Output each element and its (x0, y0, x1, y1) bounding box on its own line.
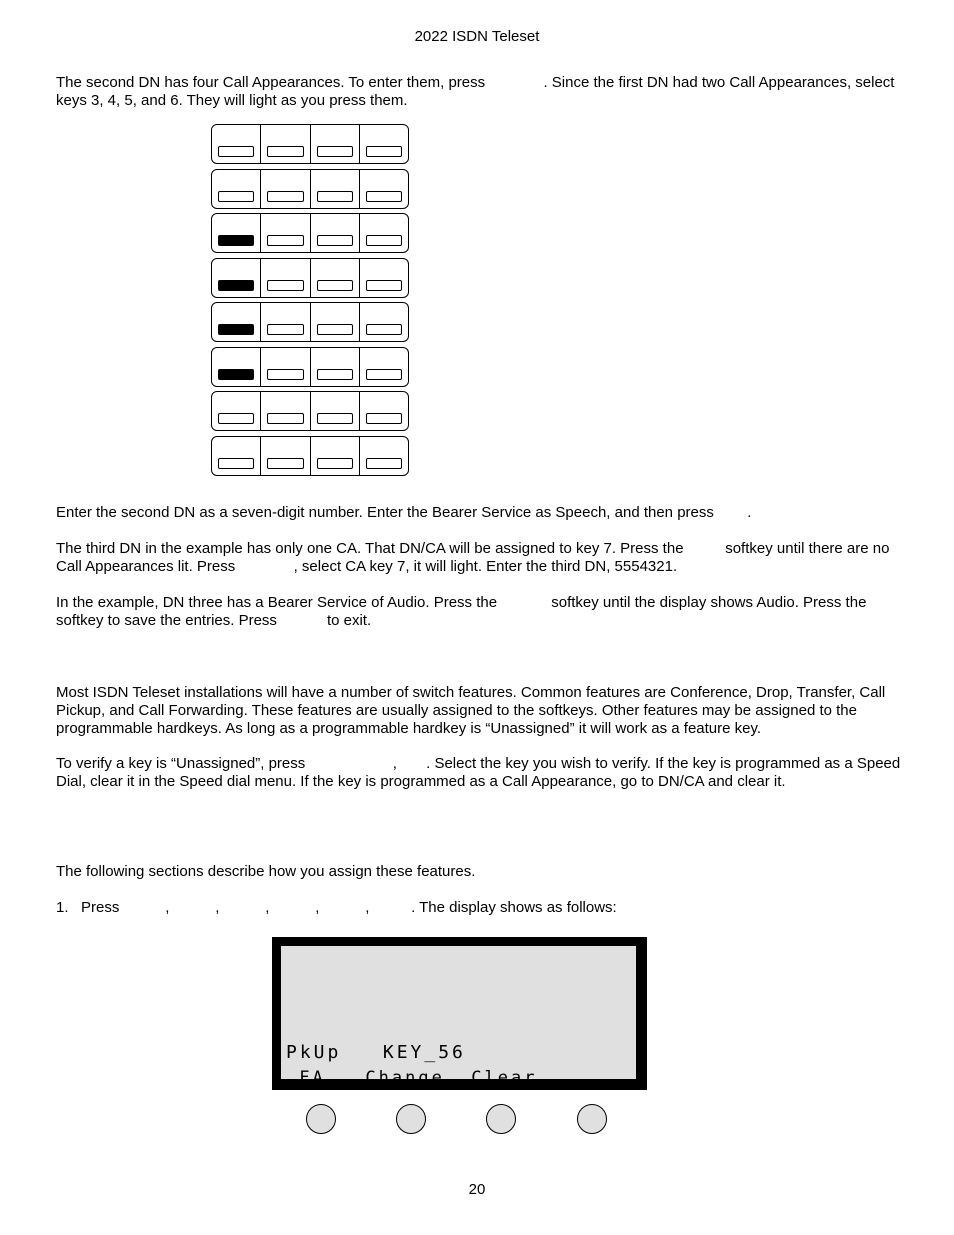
programmable-key[interactable] (261, 437, 310, 475)
key-indicator (218, 191, 254, 202)
key-indicator (267, 324, 303, 335)
key-indicator (267, 413, 303, 424)
key-indicator (317, 413, 353, 424)
key-row (211, 213, 409, 253)
key-indicator (366, 280, 402, 291)
key-indicator (366, 191, 402, 202)
softkey-1-button[interactable] (306, 1104, 336, 1134)
programmable-key-panel (211, 124, 411, 480)
key-indicator (366, 324, 402, 335)
lcd-screen (281, 946, 636, 1088)
programmable-key[interactable] (360, 259, 408, 297)
programmable-key[interactable] (261, 303, 310, 341)
programmable-key[interactable] (261, 348, 310, 386)
paragraph-verify-unassigned: To verify a key is “Unassigned”, press , . Select the key you wish to verify. If the key is programmed as a Speed Dial, clear it in the Speed dial menu. If the key is programmed as a Call Appearance, go to DN/CA and clear it. (56, 755, 905, 790)
page-number: 20 (468, 1181, 486, 1198)
programmable-key[interactable] (261, 170, 310, 208)
key-indicator (267, 235, 303, 246)
key-row (211, 124, 409, 164)
key-indicator (317, 280, 353, 291)
programmable-key[interactable] (311, 392, 360, 430)
programmable-key[interactable] (212, 303, 261, 341)
key-indicator (317, 369, 353, 380)
key-indicator (317, 191, 353, 202)
programmable-key[interactable] (360, 348, 408, 386)
programmable-key[interactable] (212, 170, 261, 208)
programmable-key[interactable] (311, 214, 360, 252)
key-row (211, 169, 409, 209)
page-header-title: 2022 ISDN Teleset (414, 28, 540, 45)
programmable-key[interactable] (261, 259, 310, 297)
paragraph-switch-features: Most ISDN Teleset installations will have a number of switch features. Common features are Conference, Drop, Transfer, Call Pickup, and Call Forwarding. These features are usually assigned to the softkeys. Other features may be assigned to the programmable hardkeys. As long as a programmable hardkey is “Unassigned” it will work as a feature key. (56, 684, 890, 737)
programmable-key[interactable] (212, 392, 261, 430)
key-indicator (366, 235, 402, 246)
programmable-key[interactable] (360, 170, 408, 208)
programmable-key[interactable] (212, 348, 261, 386)
paragraph-second-dn: Enter the second DN as a seven-digit number. Enter the Bearer Service as Speech, and then press . (56, 504, 752, 521)
programmable-key[interactable] (261, 125, 310, 163)
key-indicator (267, 369, 303, 380)
programmable-key[interactable] (261, 214, 310, 252)
key-indicator (366, 369, 402, 380)
programmable-key[interactable] (360, 437, 408, 475)
paragraph-bearer-service: In the example, DN three has a Bearer Service of Audio. Press the softkey until the display shows Audio. Press the softkey to save the entries. Press to exit. (56, 594, 913, 629)
key-indicator (218, 146, 254, 157)
softkey-2-button[interactable] (396, 1104, 426, 1134)
key-indicator (317, 324, 353, 335)
key-indicator (317, 235, 353, 246)
key-row (211, 347, 409, 387)
key-row (211, 258, 409, 298)
paragraph-following-sections: The following sections describe how you assign these features. (56, 863, 476, 880)
key-indicator (366, 458, 402, 469)
programmable-key[interactable] (360, 125, 408, 163)
programmable-key[interactable] (212, 214, 261, 252)
lcd-line-2: FA Change Clear (286, 1068, 538, 1088)
programmable-key[interactable] (311, 437, 360, 475)
softkey-4-button[interactable] (577, 1104, 607, 1134)
key-indicator (267, 146, 303, 157)
paragraph-call-appearances: The second DN has four Call Appearances. To enter them, press . Since the first DN had two Call Appearances, select keys 3, 4, 5, and 6. They will light as you press them. (56, 74, 899, 109)
softkey-3-button[interactable] (486, 1104, 516, 1134)
programmable-key[interactable] (360, 303, 408, 341)
programmable-key[interactable] (311, 259, 360, 297)
paragraph-third-dn: The third DN in the example has only one CA. That DN/CA will be assigned to key 7. Press the softkey until there are no Call Appearances lit. Press , select CA key 7, it will light. Enter the third DN, 5554321. (56, 540, 894, 575)
key-indicator-lit (218, 324, 254, 335)
key-row (211, 302, 409, 342)
programmable-key[interactable] (311, 125, 360, 163)
key-indicator (218, 413, 254, 424)
key-row (211, 436, 409, 476)
key-indicator (267, 280, 303, 291)
key-indicator-lit (218, 280, 254, 291)
lcd-line-1: PkUp KEY_56 (286, 1042, 466, 1063)
programmable-key[interactable] (212, 125, 261, 163)
programmable-key[interactable] (311, 170, 360, 208)
key-indicator (218, 458, 254, 469)
step-1-instruction: 1. Press , , , , , . The display shows as follows: (56, 899, 617, 916)
programmable-key[interactable] (212, 259, 261, 297)
key-row (211, 391, 409, 431)
programmable-key[interactable] (311, 348, 360, 386)
programmable-key[interactable] (360, 214, 408, 252)
key-indicator (267, 191, 303, 202)
programmable-key[interactable] (212, 437, 261, 475)
key-indicator (317, 146, 353, 157)
programmable-key[interactable] (261, 392, 310, 430)
key-indicator-lit (218, 235, 254, 246)
programmable-key[interactable] (311, 303, 360, 341)
key-indicator-lit (218, 369, 254, 380)
lcd-display (272, 937, 647, 1090)
key-indicator (317, 458, 353, 469)
key-indicator (366, 146, 402, 157)
programmable-key[interactable] (360, 392, 408, 430)
key-indicator (267, 458, 303, 469)
key-indicator (366, 413, 402, 424)
